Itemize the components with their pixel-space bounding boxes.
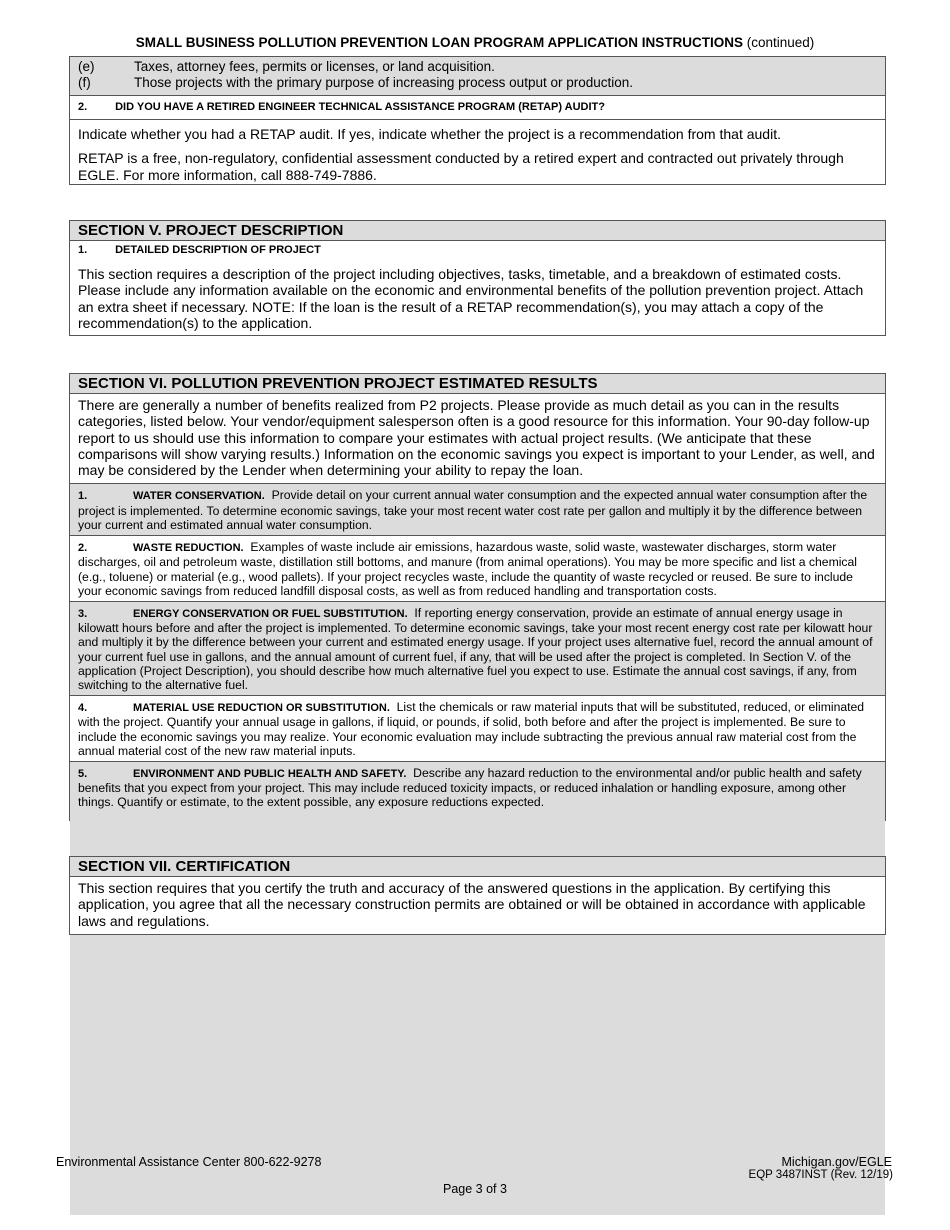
section-5-sub-title: DETAILED DESCRIPTION OF PROJECT [115,244,321,256]
result-item-text: Provide detail on your current annual water consumption and the expected annual water consumption after the project is implemented. To determine economic savings, take your most recent water cost rate per gallon and multiply it by the difference between your current and estimated annual water consumption. [78,488,868,532]
top-box [69,56,886,185]
section-5-text: This section requires a description of the project including objectives, tasks, timetable, and a breakdown of estimated costs. Please include any information available on the economic and environmental benefits of the pollution prevention project. Attach an extra sheet if necessary. NOTE: If the loan is the result of a RETAP recommendation(s), you may attach a copy of the recommendation(s) to the application. [78,266,864,331]
section-5-subheading [70,241,885,261]
retap-paragraph-1: Indicate whether you had a RETAP audit. If yes, indicate whether the project is a recommendation from that audit. [78,126,781,142]
section-6-heading: SECTION VI. POLLUTION PREVENTION PROJECT ESTIMATED RESULTS [70,374,885,394]
list-item-text: Taxes, attorney fees, permits or licenses, or land acquisition. [134,59,495,74]
page-title-suffix: (continued) [746,35,815,50]
footer-form-number: EQP 3487INST (Rev. 12/19) [748,1169,893,1181]
footer-contact: Environmental Assistance Center 800-622-9278 [56,1155,322,1169]
list-item-label: (f) [78,75,91,90]
exclusion-list [70,57,885,96]
result-item-number: 2. [78,542,88,555]
section-6-box [69,373,886,821]
result-item-text: If reporting energy conservation, provide an estimate of annual energy usage in kilowatt hours before and after the project is implemented. To determine economic savings, take your most recent energy cost rate per kilowatt hour and multiply it by the difference between your current and estimated energy usage. If your project uses alternative fuel, record the annual amount of your current fuel use in gallons, and the annual amount of current fuel, if any, that will be used after the project is completed. In Section V. of the application (Project Description), you should describe how much alternative fuel you expect to use. Estimate the annual cost savings, if any, from switching to the alternative fuel. [78,605,873,692]
list-item-label: (e) [78,59,95,74]
result-item-number: 4. [78,702,88,715]
result-item-energy [70,602,885,696]
retap-question-number: 2. [78,101,88,113]
retap-paragraph-2: RETAP is a free, non-regulatory, confidential assessment conducted by a retired expert and contracted out privately through EGLE. For more information, call 888-749-7886. [78,150,844,183]
section-7-text: This section requires that you certify the truth and accuracy of the answered questions in the application. By certifying this application, you agree that all the necessary construction permits are obtained or will be obtained in accordance with applicable laws and regulations. [78,880,866,929]
page-title-bold: SMALL BUSINESS POLLUTION PREVENTION LOAN PROGRAM APPLICATION INSTRUCTIONS [135,35,743,50]
list-item [70,75,885,91]
result-item-title: ENERGY CONSERVATION OR FUEL SUBSTITUTION. [133,607,408,620]
retap-question-title: DID YOU HAVE A RETIRED ENGINEER TECHNICAL ASSISTANCE PROGRAM (RETAP) AUDIT? [115,101,605,113]
section-7-heading: SECTION VII. CERTIFICATION [70,857,885,877]
result-item-number: 5. [78,767,88,780]
section-5-box [69,220,886,336]
result-item-text: Examples of waste include air emissions, hazardous waste, solid waste, wastewater discharges, storm water discharges, oil and petroleum waste, distillation still bottoms, and manure (from animal operations). You may be more specific and list a chemical (e.g., toluene) or material (e.g., wood pallets). If your project recycles waste, include the quantity of waste recycled or reused. Be sure to include your economic savings from reduced landfill disposal costs, as well as from reduced handling and transportation costs. [78,540,858,598]
result-item-material [70,696,885,762]
section-6-intro: There are generally a number of benefits realized from P2 projects. Please provide as much detail as you can in the results categories, listed below. Your vendor/equipment salesperson often is a good resource for this information. Your 90-day follow-up report to us should use this information to compare your estimates with actual project results. (We anticipate that these comparisons will show varying results.) Information on the economic savings you expect is important to your Lender, as well, and may be considered by the Lender when determining your ability to repay the loan. [70,394,885,484]
section-7-box [69,856,886,935]
page-title [0,35,950,50]
page-number: Page 3 of 3 [443,1182,507,1196]
footer-website: Michigan.gov/EGLE [781,1155,892,1169]
result-item-number: 1. [78,490,88,503]
result-item-waste [70,536,885,602]
result-item-text: Describe any hazard reduction to the environmental and/or public health and safety benefits that you expect from your project. This may include reduced toxicity impacts, or reduced inhalation or handling exposure, among other things. Quantify or estimate, to the extent possible, any exposure reductions expected. [78,765,862,810]
result-item-title: WASTE REDUCTION. [133,542,244,555]
result-item-text: List the chemicals or raw material inputs that will be substituted, reduced, or eliminated with the project. Quantify your annual usage in gallons, if liquid, or pounds, if solid, both before and after the project is implemented. Be sure to include the economic savings you may realize. Your economic evaluation may include subtracting the previous annual raw material cost from the annual material cost of the new raw material inputs. [78,700,865,758]
result-item-water [70,484,885,536]
result-item-health-safety [70,762,885,1215]
section-5-heading: SECTION V. PROJECT DESCRIPTION [70,221,885,241]
list-item-text: Those projects with the primary purpose of increasing process output or production. [134,75,634,90]
retap-question-heading [70,96,885,120]
result-item-number: 3. [78,607,88,620]
result-item-title: WATER CONSERVATION. [133,490,265,503]
section-5-sub-number: 1. [78,244,88,256]
list-item [70,59,885,75]
result-item-title: MATERIAL USE REDUCTION OR SUBSTITUTION. [133,702,390,715]
result-item-title: ENVIRONMENT AND PUBLIC HEALTH AND SAFETY. [133,767,407,780]
